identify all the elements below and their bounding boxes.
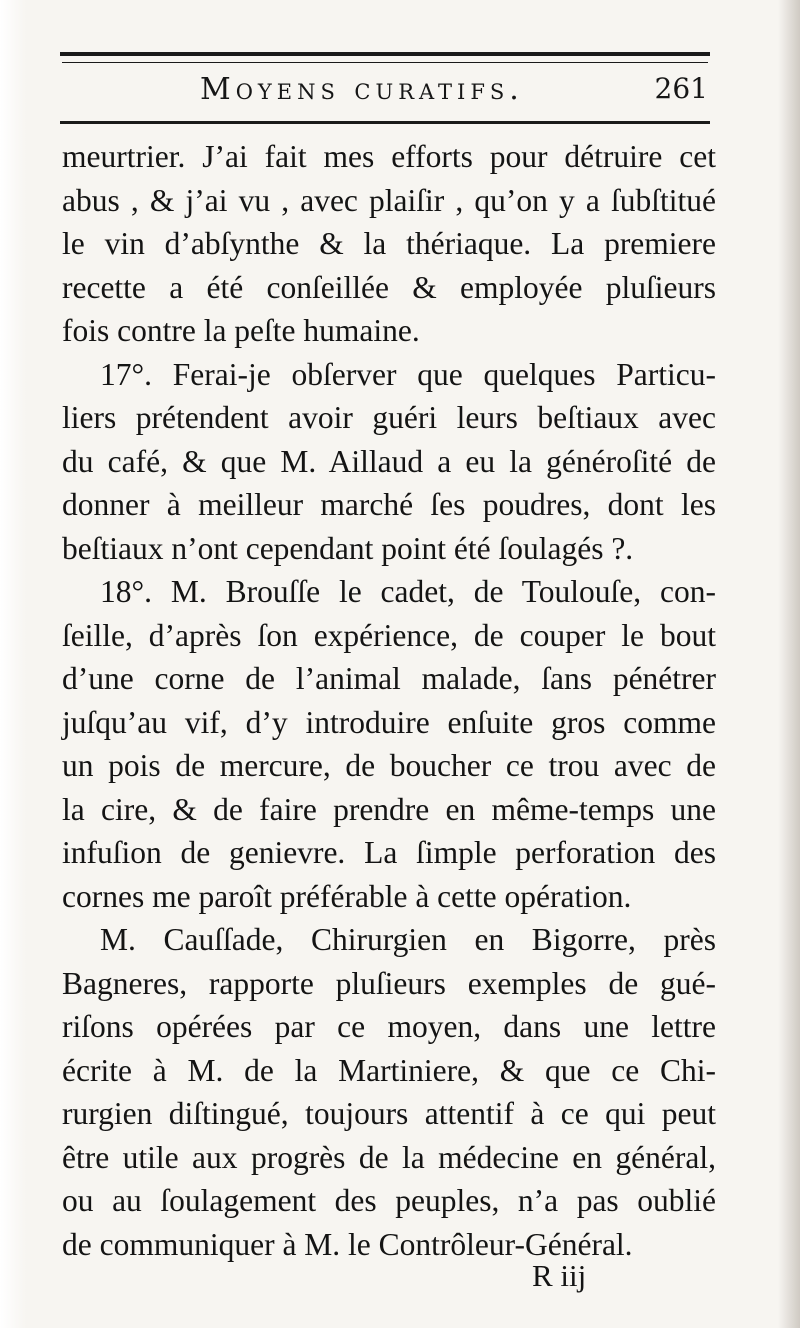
text-line: ſeille, d’après ſon expérience, de couper le bout xyxy=(62,617,716,653)
text-line: meurtrier. J’ai fait mes efforts pour détruire cet xyxy=(62,139,716,174)
text-line: riſons opérées par ce moyen, dans une lettre xyxy=(62,1009,716,1044)
text-line: juſqu’au vif, d’y introduire enſuite gros comme xyxy=(62,704,716,740)
signature-mark: R iij xyxy=(532,1258,587,1293)
text-line: d’une corne de l’animal malade, ſans pénétrer xyxy=(62,661,716,696)
text-line: cornes me paroît préférable à cette opération. xyxy=(62,878,632,914)
text-line: fois contre la peſte humaine. xyxy=(62,313,420,348)
text-line: recette a été conſeillée & employée pluſieurs xyxy=(62,269,716,305)
text-line: du café, & que M. Aillaud a eu la généroſité de xyxy=(62,443,716,479)
text-line: abus , & j’ai vu , avec plaiſir , qu’on y a ſubſtitué xyxy=(62,182,716,218)
text-line: écrite à M. de la Martiniere, & que ce Chi- xyxy=(62,1052,716,1088)
text-line: liers prétendent avoir guéri leurs beſtiaux avec xyxy=(62,400,716,435)
text-line: être utile aux progrès de la médecine en général, xyxy=(62,1139,716,1175)
header-rule-top xyxy=(60,52,710,56)
page-number: 261 xyxy=(654,72,708,105)
text-line: infuſion de genievre. La ſimple perforation des xyxy=(62,835,716,870)
text-line: 18°. M. Brouſſe le cadet, de Toulouſe, con- xyxy=(100,574,716,609)
text-line: la cire, & de faire prendre en même-temps une xyxy=(62,791,716,827)
text-line: Bagneres, rapporte pluſieurs exemples de gué- xyxy=(62,965,716,1001)
running-head: Moyens curatifs. xyxy=(200,72,524,107)
text-line: beſtiaux n’ont cependant point été ſoulagés ?. xyxy=(62,530,634,566)
header-rule-top-thin xyxy=(62,62,708,63)
header-rule-bottom xyxy=(60,121,710,124)
text-line: le vin d’abſynthe & la thériaque. La premiere xyxy=(62,226,716,261)
text-line: donner à meilleur marché ſes poudres, dont les xyxy=(62,487,716,522)
text-line: 17°. Ferai-je obſerver que quelques Particu- xyxy=(100,356,716,392)
text-line: de communiquer à M. le Contrôleur-Général. xyxy=(62,1226,633,1262)
body-text xyxy=(62,135,716,1266)
text-line: M. Cauſſade, Chirurgien en Bigorre, près xyxy=(100,922,716,957)
text-line: un pois de mercure, de boucher ce trou avec de xyxy=(62,748,716,783)
text-line: ou au ſoulagement des peuples, n’a pas oublié xyxy=(62,1183,716,1218)
text-line: rurgien diſtingué, toujours attentif à ce qui peut xyxy=(62,1096,716,1131)
